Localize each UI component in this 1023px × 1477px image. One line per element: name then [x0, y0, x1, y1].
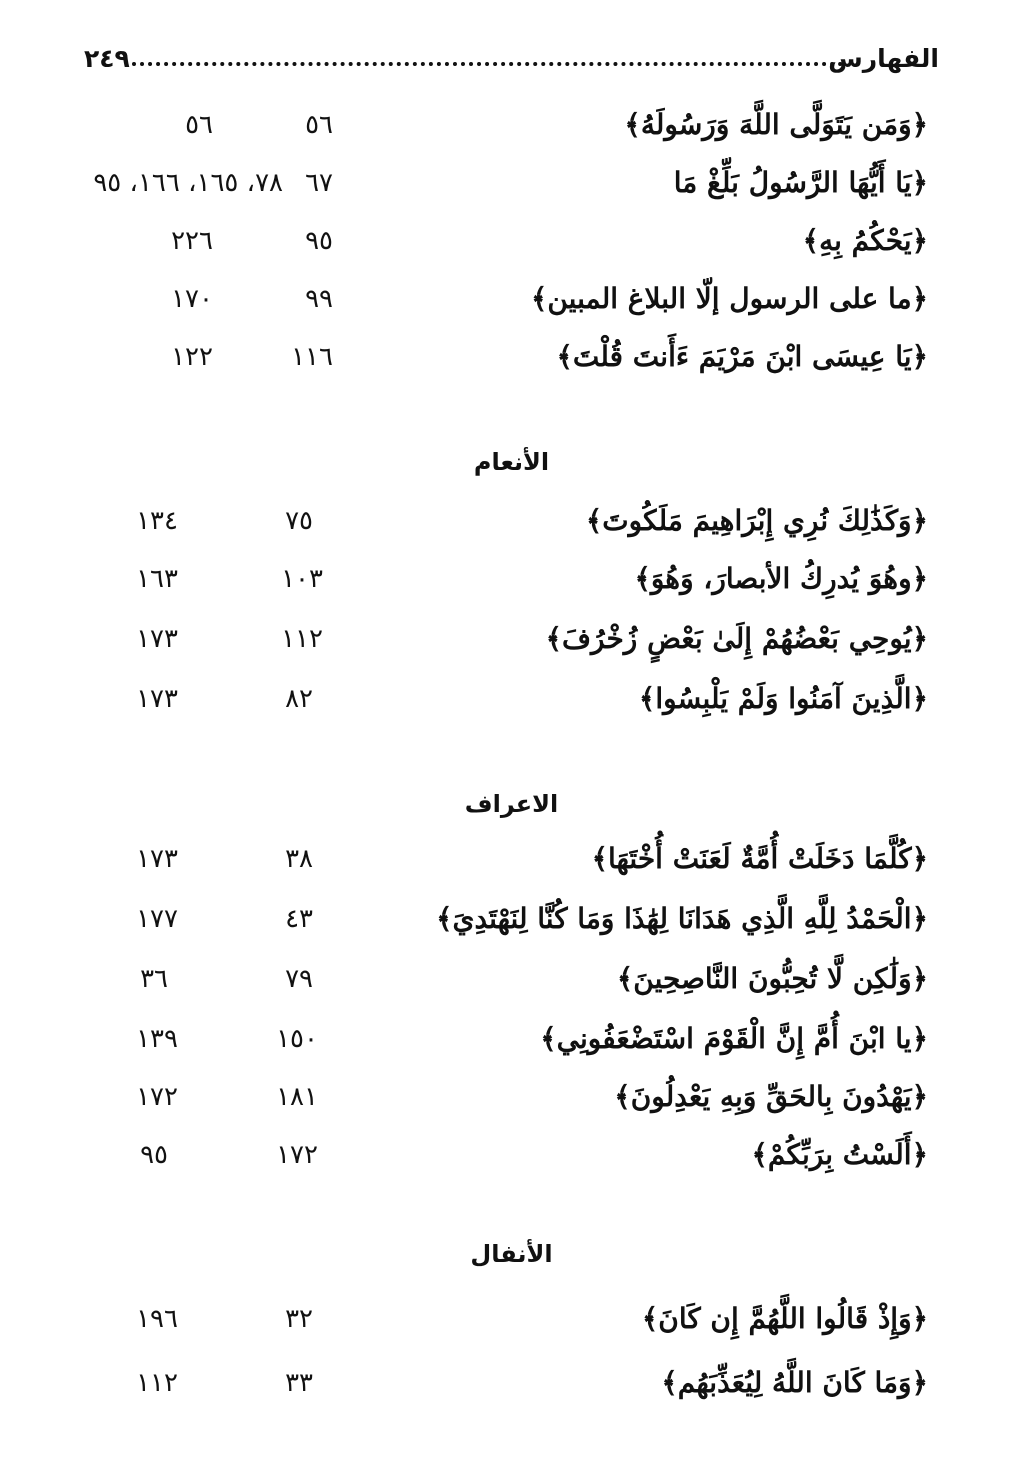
index-row	[0, 1362, 1023, 1412]
index-row	[0, 1076, 1023, 1126]
verse-text: ﴿وَمَن يَتَوَلَّى اللَّهَ وَرَسُولَهُ﴾	[624, 108, 928, 141]
section-title: الأنعام	[473, 448, 550, 476]
verse-text: ﴿يَا أَيُّهَا الرَّسُولُ بَلِّغْ مَا	[673, 166, 928, 199]
page-references: ١٢٢	[171, 342, 213, 372]
page-references: ١٧٣	[136, 844, 178, 874]
verse-text: ﴿يَا عِيسَى ابْنَ مَرْيَمَ ءَأَنتَ قُلْتَ﴾	[556, 340, 928, 373]
verse-text: ﴿وَكَذَٰلِكَ نُرِي إِبْرَاهِيمَ مَلَكُوتَ﴾	[585, 504, 928, 537]
page-references: ١٣٤	[136, 506, 178, 536]
verse-text: ﴿الْحَمْدُ لِلَّهِ الَّذِي هَدَانَا لِهَٰذَا وَمَا كُنَّا لِنَهْتَدِيَ﴾	[436, 902, 928, 935]
ayah-number: ٧٥	[285, 506, 313, 536]
ayah-number: ١٧٢	[276, 1140, 318, 1170]
page-references: ١٧٠	[171, 284, 213, 314]
ayah-number: ٧٩	[285, 964, 313, 994]
verse-text: ﴿الَّذِينَ آمَنُوا وَلَمْ يَلْبِسُوا﴾	[638, 682, 928, 715]
page-references: ١٧٣	[136, 624, 178, 654]
index-row	[0, 678, 1023, 728]
ayah-number: ٣٣	[285, 1368, 313, 1398]
ayah-number: ٣٢	[285, 1304, 313, 1334]
index-row	[0, 104, 1023, 154]
header-title: الفهارس	[828, 44, 939, 73]
ayah-number: ٩٥	[305, 226, 333, 256]
section-title: الاعراف	[464, 790, 559, 818]
index-row	[0, 898, 1023, 948]
index-row	[0, 838, 1023, 888]
verse-text: ﴿ما على الرسول إلّا البلاغ المبين﴾	[530, 282, 928, 315]
verse-text: ﴿يَهْدُونَ بِالحَقِّ وَبِهِ يَعْدِلُونَ﴾	[614, 1080, 928, 1113]
ayah-number: ٦٧	[305, 168, 333, 198]
page-references: ١٧٧	[136, 904, 178, 934]
index-row	[0, 336, 1023, 386]
verse-text: ﴿وَمَا كَانَ اللَّهُ لِيُعَذِّبَهُم﴾	[661, 1366, 928, 1399]
ayah-number: ١٥٠	[276, 1024, 318, 1054]
verse-text: ﴿وَإِذْ قَالُوا اللَّهُمَّ إِن كَانَ﴾	[641, 1302, 928, 1335]
index-row	[0, 558, 1023, 608]
index-row	[0, 278, 1023, 328]
verse-text: ﴿يَحْكُمُ بِهِ﴾	[802, 224, 928, 257]
ayah-number: ١٨١	[276, 1082, 318, 1112]
ayah-number: ٣٨	[285, 844, 313, 874]
page-references: ١١٢	[136, 1368, 178, 1398]
index-row	[0, 220, 1023, 270]
verse-text: ﴿وهُوَ يُدرِكُ الأبصارَ، وَهُوَ﴾	[634, 562, 928, 595]
page-references: ١٧٣	[136, 684, 178, 714]
index-row	[0, 618, 1023, 668]
index-row	[0, 1018, 1023, 1068]
running-header	[84, 38, 939, 88]
page-references: ٣٦	[140, 964, 168, 994]
page-references: ١٩٦	[136, 1304, 178, 1334]
verse-text: ﴿يُوحِي بَعْضُهُمْ إِلَىٰ بَعْضٍ زُخْرُفَ﴾	[545, 622, 928, 655]
page-references: ١٧٢	[136, 1082, 178, 1112]
section-title: الأنفال	[470, 1240, 553, 1268]
verse-text: ﴿أَلَسْتُ بِرَبِّكُمْ﴾	[751, 1138, 928, 1171]
index-row	[0, 500, 1023, 550]
page-references: ٩٥	[140, 1140, 168, 1170]
ayah-number: ١١٦	[291, 342, 333, 372]
ayah-number: ٤٣	[285, 904, 313, 934]
ayah-number: ٩٩	[305, 284, 333, 314]
page-references: ٥٦	[185, 110, 213, 140]
page-references: ٧٨، ١٦٥، ١٦٦، ٩٥	[93, 168, 283, 198]
index-row	[0, 1298, 1023, 1348]
ayah-number: ١٠٣	[281, 564, 323, 594]
page-references: ٢٢٦	[171, 226, 213, 256]
page-number: ٢٤٩	[84, 44, 130, 73]
verse-text: ﴿كُلَّمَا دَخَلَتْ أُمَّةٌ لَعَنَتْ أُخْتَهَا﴾	[591, 842, 928, 875]
header-dot-leader	[132, 62, 843, 66]
ayah-number: ٨٢	[285, 684, 313, 714]
verse-text: ﴿يا ابْنَ أُمَّ إِنَّ الْقَوْمَ اسْتَضْعَفُونِي﴾	[540, 1022, 928, 1055]
verse-text: ﴿وَلَٰكِن لَّا تُحِبُّونَ النَّاصِحِينَ﴾	[616, 962, 928, 995]
index-row	[0, 1134, 1023, 1184]
index-row	[0, 162, 1023, 212]
index-row	[0, 958, 1023, 1008]
page-references: ١٦٣	[136, 564, 178, 594]
ayah-number: ١١٢	[281, 624, 323, 654]
ayah-number: ٥٦	[305, 110, 333, 140]
page-references: ١٣٩	[136, 1024, 178, 1054]
